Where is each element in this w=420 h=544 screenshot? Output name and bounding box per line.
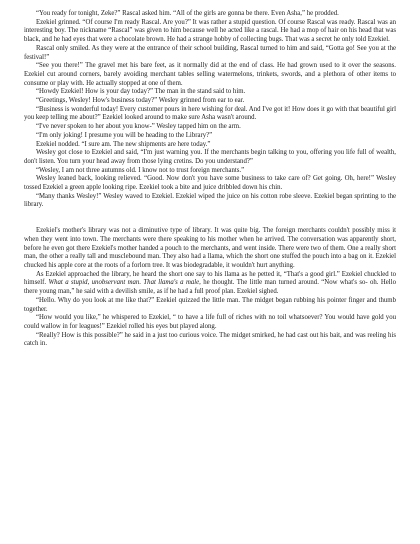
paragraph: “Howdy Ezekiel! How is your day today?” The man in the stand said to him. [36, 88, 246, 96]
paragraph: “See you there!” The gravel met his bare feet, as it normally did at the end of class. He had grown used to it over the seasons. Ezekiel cut around corners, barely avoiding merchant tables selling watermelons, trinkets, swords, and a plethora of other items to consume or play with. He actually stopped at one of them. [24, 62, 396, 87]
paragraph: “Wesley, I am not three autumns old. I know not to trust foreign merchants.” [36, 166, 245, 174]
paragraph: Ezekiel grinned. “Of course I'm ready Rascal. Are you?” It was rather a stupid question. Of course Rascal was ready. Rascal was an interesting boy. The nickname “Rascal” was given to him because well he acted like a rascal. He had a mop of hair on his head that was black, and he had eyes that were a chocolate brown. He had a strange hobby of collecting bugs. That was a secret he only told Ezekiel. [24, 18, 396, 44]
section-break [24, 210, 396, 227]
paragraph: “Business is wonderful today! Every customer pours in here wishing for deal. And I've got it! How does it go with that beautiful girl you keep telling me about?” Ezekiel looked around to make sure Asha wasn't around. [24, 105, 396, 122]
paragraph: “Really? How is this possible?” he said in a just too curious voice. The midget smirked, he had cast out his bait, and was reeling his catch in. [24, 331, 396, 348]
paragraph: “You ready for tonight, Zeke?” Rascal asked him. “All of the girls are gonna be there. Even Asha,” he prodded. [36, 10, 339, 17]
paragraph: “How would you like,” he whispered to Ezekiel, “ to have a life full of riches with no toil whatsoever? You would have gold you could wallow in for leagues!” Ezekiel rolled his eyes but played along. [24, 314, 396, 330]
paragraph: Rascal only smiled. As they were at the entrance of their school building, Rascal turned to him and said, “Gotta go! See you at the festival!” [24, 44, 396, 61]
paragraph: “Many thanks Wesley!” Wesley waved to Ezekiel. Ezekiel wiped the juice on his cotton robe sleeve. Ezekiel began sprinting to the library. [24, 192, 396, 209]
paragraph: “Greetings, Wesley! How's business today?” Wesley grinned from ear to ear. [36, 97, 245, 105]
paragraph: Ezekiel nodded. “I sure am. The new shipments are here today.” [36, 140, 211, 148]
paragraph: “I'm only joking! I presume you will be heading to the Library?” [36, 131, 213, 139]
story-section-2 [24, 227, 396, 349]
paragraph: Wesley got close to Ezekiel and said, “I'm just warning you. If the merchants begin talking to you, offering you life full of wealth, don't listen. You turn your head away from those lying cretins. Do you understand?” [24, 149, 396, 165]
story-section-1 [24, 10, 396, 210]
paragraph-text: he thought. The little man turned around. “Now what's so- oh. Hello there young man,” he said with a devilish smile, as if he had a full proof plan. Ezekiel sighed. [24, 279, 396, 296]
paragraph: “I've never spoken to her about you know-” Wesley tapped him on the arm. [36, 123, 241, 131]
paragraph: “Hello. Why do you look at me like that?” Ezekiel quizzed the little man. The midget began rubbing his pointer finger and thumb together. [24, 296, 396, 313]
paragraph: Wesley leaned back, looking relieved. “Good. Now don't you have some business to take care of? Get going. Oh, here!” Wesley tossed Ezekiel a green apple looking ripe. Ezekiel took a bite and juice dribbled down his chin. [24, 175, 396, 192]
paragraph-text: As Ezekiel approached the library, he heard the short one say to his llama as he petted it, “That's a good girl.” Ezekiel chuckled to himself. [24, 270, 396, 287]
paragraph: Ezekiel's mother's library was not a diminutive type of library. It was quite big. The foreign merchants couldn't possibly miss it when they went into town. The merchants were there speaking to his mother when he arrived. The conversation was apparently short, before he even got there Ezekiel's mother handed a pouch to the merchants, and went inside. There were two of them. One a really short man, the other a really tall and musclebound man. They also had a llama, which the short one stuffed the pouch into a bag on it. Ezekiel chucked his apple core at the roots of a forlorn tree. It was biodegradable, it wouldn't hurt anything. [24, 227, 396, 269]
italic-thought: What a stupid, unobservant man. That llama's a male, [48, 279, 201, 287]
paragraph [24, 271, 396, 297]
